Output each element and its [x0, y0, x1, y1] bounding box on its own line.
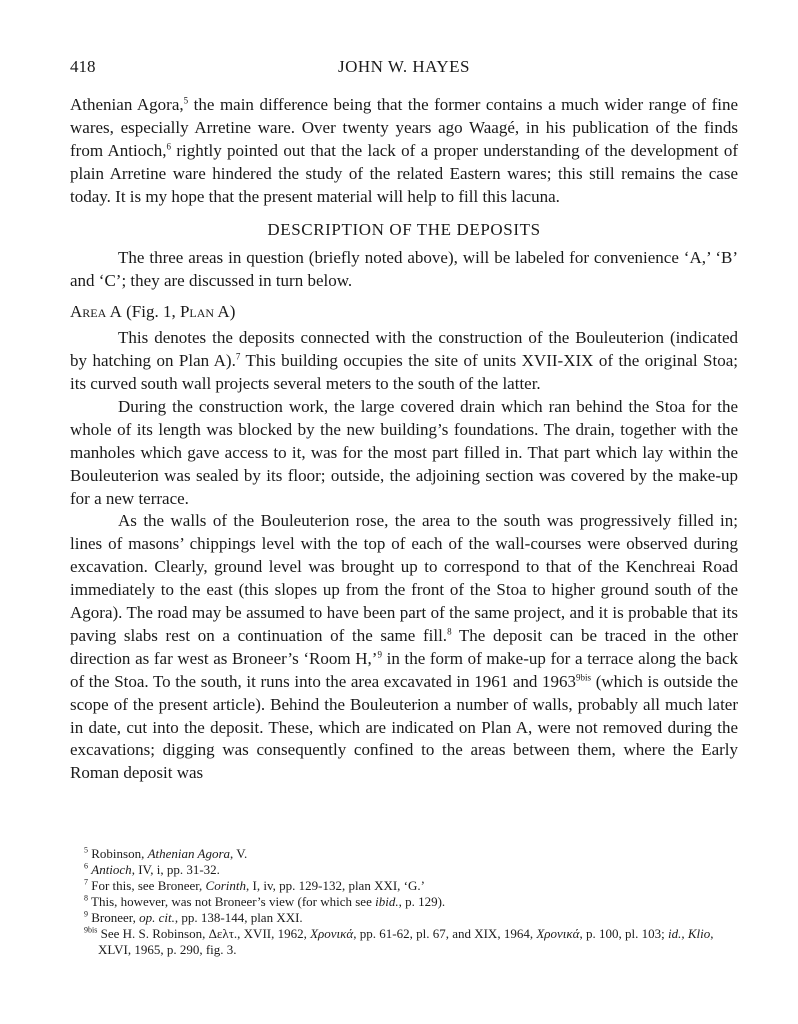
footnote-italic: op. cit. — [139, 910, 175, 925]
footnote-text: , V. — [230, 846, 248, 861]
footnote-italic: Athenian Agora — [147, 846, 231, 861]
footnote-italic: Antioch — [91, 862, 132, 877]
paragraph-1 — [70, 94, 738, 209]
footnote-number: 6 — [84, 861, 88, 871]
footnote-9 — [70, 910, 738, 926]
section-title: DESCRIPTION OF THE DEPOSITS — [267, 219, 541, 239]
text-run: rightly pointed out that the lack of a proper understanding of the development of plain Arretine ware hindered the study of the related Eastern wares; this still remains the case today. It is my hope that the present material will help to fill this lacuna. — [70, 140, 738, 206]
subheading-area: Area A — [70, 302, 122, 322]
page-header — [70, 57, 738, 81]
footnote-text: , IV, i, pp. 31-32. — [131, 862, 220, 877]
footnote-9bis — [70, 926, 738, 958]
footnote-7 — [70, 878, 738, 894]
footnote-text: For this, see Broneer, — [91, 878, 206, 893]
text-run: the main difference being that the former contains a much wider range of fine wares, especially Arretine ware. Over twenty years ago Waagé, in his publication of the finds from Antioch, — [70, 95, 739, 160]
footnote-6 — [70, 862, 738, 878]
subheading-plan: Plan A — [179, 302, 230, 322]
footnote-text: , pp. 138-144, plan XXI. — [174, 910, 303, 925]
paragraph-2: The three areas in question (briefly noted above), will be labeled for convenience ‘A,’ ‘B’ and ‘C’; they are discussed in turn below. — [70, 248, 738, 291]
footnote-ref-8: 8 — [447, 626, 452, 637]
footnote-number: 8 — [84, 893, 88, 903]
running-head: JOHN W. HAYES — [338, 57, 470, 76]
paragraph-5 — [70, 510, 738, 785]
footnote-number: 9 — [84, 909, 88, 919]
text-run: This building occupies the site of units XVII-XIX of the original Stoa; its curved south wall projects several meters to the south of the latter. — [70, 351, 738, 393]
footnote-italic: Χρονικά — [310, 926, 354, 941]
footnote-text: , p. 129). — [398, 894, 446, 909]
footnote-number: 7 — [84, 877, 88, 887]
footnote-5 — [70, 846, 738, 862]
footnote-number: 5 — [84, 845, 88, 855]
footnote-number: 9bis — [84, 925, 98, 935]
footnote-text: , I, iv, pp. 129-132, plan XXI, ‘G.’ — [246, 878, 425, 893]
footnote-ref-5: 5 — [183, 95, 189, 106]
footnote-text: , XLVI, 1965, p. 290, fig. 3. — [98, 926, 714, 957]
subheading-area-a — [70, 301, 738, 324]
text-run: This denotes the deposits connected with the construction of the Bouleuterion (indicated by hatching on Plan A). — [70, 328, 738, 371]
subheading-text: (Fig. 1, — [121, 302, 180, 322]
text-run: in the form of make-up for a terrace along the back of the Stoa. To the south, it runs into the area excavated in 1961 and 1963 — [70, 648, 738, 691]
footnote-text: See H. S. Robinson, Δελτ., XVII, 1962, — [100, 926, 311, 941]
footnote-text: , pp. 61-62, pl. 67, and XIX, 1964, — [353, 926, 537, 941]
text-run: Athenian Agora, — [70, 95, 184, 114]
paragraph-3 — [70, 327, 738, 396]
footnote-ref-6: 6 — [166, 141, 171, 152]
footnote-ref-9: 9 — [377, 649, 382, 660]
page-number: 418 — [70, 57, 96, 76]
body-text — [70, 94, 738, 785]
footnote-ref-7: 7 — [235, 351, 241, 362]
footnote-italic: Χρονικά — [536, 926, 580, 941]
footnote-text: Robinson, — [91, 846, 148, 861]
footnote-text: , p. 100, pl. 103; — [579, 926, 668, 941]
footnote-ref-9bis: 9bis — [576, 672, 592, 683]
footnote-8 — [70, 894, 738, 910]
text-run: As the walls of the Bouleuterion rose, the area to the south was progressively filled in; lines of masons’ chippings level with the top of each of the wall-courses were observed during excavation. Clearly, ground level was brought up to correspond to that of the Kenchreai Road immediately to the east (this slopes up from the front of the Stoa to higher ground south of the Agora). The road may be assumed to have been part of the same project, and it is probable that its paving slabs rest on a continuation of the same fill. — [70, 511, 738, 645]
text-run: The deposit can be traced in the other direction as far west as Broneer’s ‘Room H,’ — [70, 625, 738, 668]
paragraph-4: During the construction work, the large covered drain which ran behind the Stoa for the whole of its length was blocked by the new building’s foundations. The drain, together with the manholes which gave access to it, was for the most part filled in. That part which lay within the Bouleuterion was sealed by its floor; outside, the adjoining section was covered by the make-up for a new terrace. — [70, 396, 738, 508]
footnote-text: This, however, was not Broneer’s view (for which see — [91, 894, 376, 909]
footnote-italic: Corinth — [205, 878, 247, 893]
footnote-italic: id., Klio — [667, 926, 711, 941]
footnote-italic: ibid. — [375, 894, 399, 909]
footnote-text: Broneer, — [91, 910, 140, 925]
subheading-text: ) — [229, 302, 236, 322]
text-run: (which is outside the scope of the present article). Behind the Bouleuterion a number of walls, probably all much later in date, cut into the deposit. These, which are indicated on Plan A, were not removed during the excavations; digging was consequently confined to the areas between them, where the Early Roman deposit was — [70, 671, 739, 783]
footnotes — [70, 846, 738, 958]
